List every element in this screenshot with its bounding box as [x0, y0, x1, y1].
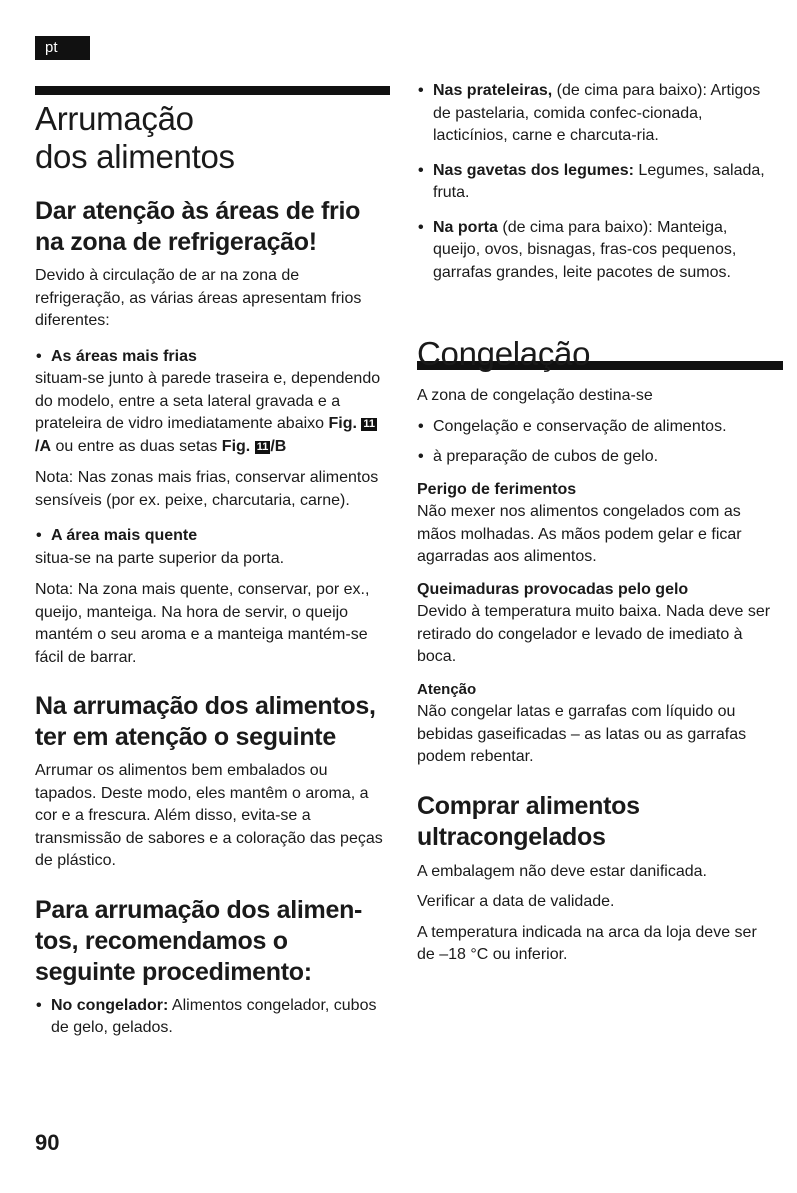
section-title-storage-attention: Na arrumação dos alimentos, ter em atenção o seguinte — [35, 692, 376, 751]
buy-frozen-point-3: A temperatura indicada na arca da loja deve ser de –18 °C ou inferior. — [417, 923, 757, 963]
buy-frozen-title: Comprar alimentos ultracongelados — [417, 791, 640, 851]
coldest-areas-heading: • As áreas mais frias — [35, 346, 393, 369]
warmest-area-text: situa-se na parte superior da porta. — [35, 549, 285, 567]
freezing-title: Congelação — [417, 335, 591, 372]
attention-heading: Atenção — [417, 680, 477, 698]
freezing-item-2: • à preparação de cubos de gelo. — [417, 446, 773, 469]
right-column — [417, 80, 773, 967]
figure-number-badge: 11 — [256, 440, 269, 453]
warmest-area-note: Nota: Na zona mais quente, conservar, por ex., queijo, manteiga. Na hora de servir, o queijo mantém o seu aroma e a manteiga mantém-se fácil de barrar. — [35, 581, 370, 666]
storage-attention-text: Arrumar os alimentos bem embalados ou tapados. Deste modo, eles mantêm o aroma, a cor e a frescura. Além disso, evita-se a transmissão de sabores e a coloração das peças de plástico. — [35, 762, 383, 869]
coldest-areas-note: Nota: Nas zonas mais frias, conservar alimentos sensíveis (por ex. peixe, charcutaria, carne). — [35, 469, 379, 509]
freezing-item-1: • Congelação e conservação de alimentos. — [417, 416, 773, 439]
section-title-procedure: Para arrumação dos alimen-tos, recomendamos o seguinte procedimento: — [35, 895, 363, 986]
coldest-areas-text: situam-se junto à parede traseira e, dependendo do modelo, entre a seta lateral gravada e a prateleira de vidro imediatamente abaixo Fig. 11/A ou entre as duas setas Fig. 11 /B — [35, 370, 381, 455]
freezing-intro: A zona de congelação destina-se — [417, 387, 653, 404]
shelves-item: • Nas prateleiras, (de cima para baixo): Artigos de pastelaria, comida confec-cionada, lacticínios, carne e charcuta-ria. — [417, 80, 773, 148]
drawers-item: • Nas gavetas dos legumes: Legumes, salada, fruta. — [417, 160, 773, 205]
warmest-area-heading: • A área mais quente — [35, 525, 393, 548]
frostbite-heading: Queimaduras provocadas pelo gelo — [417, 580, 689, 598]
page-title — [35, 100, 393, 176]
page-number: 90 — [35, 1130, 60, 1155]
cold-areas-intro: Devido à circulação de ar na zona de refrigeração, as várias áreas apresentam frios diferentes: — [35, 267, 362, 329]
door-item: • Na porta (de cima para baixo): Manteiga, queijo, ovos, bisnagas, fras-cos pequenos, garrafas grandes, leite pacotes de sumos. — [417, 217, 773, 285]
buy-frozen-point-2: Verificar a data de validade. — [417, 893, 615, 910]
figure-number-badge: 11 — [363, 418, 376, 430]
injury-heading: Perigo de ferimentos — [417, 480, 577, 498]
left-column — [35, 100, 393, 1040]
injury-text: Não mexer nos alimentos congelados com as mãos molhadas. As mãos podem gelar e ficar agarradas aos alimentos. — [417, 503, 742, 565]
page-title-line1: Arrumação — [35, 100, 194, 137]
language-tag: pt — [35, 36, 90, 60]
freezer-item: • No congelador: Alimentos congelador, cubos de gelo, gelados. — [35, 995, 393, 1040]
frostbite-text: Devido à temperatura muito baixa. Nada deve ser retirado do congelador e levado de imediato à boca. — [417, 603, 771, 665]
page-title-line2: dos alimentos — [35, 138, 235, 175]
figure-label: Fig. — [328, 415, 357, 432]
left-section-rule — [35, 86, 390, 95]
attention-text: Não congelar latas e garrafas com líquido ou bebidas gaseificadas – as latas ou as garrafas podem rebentar. — [417, 703, 747, 765]
section-title-cold-areas: Dar atenção às áreas de frio na zona de refrigeração! — [35, 197, 361, 256]
buy-frozen-point-1: A embalagem não deve estar danificada. — [417, 862, 707, 880]
